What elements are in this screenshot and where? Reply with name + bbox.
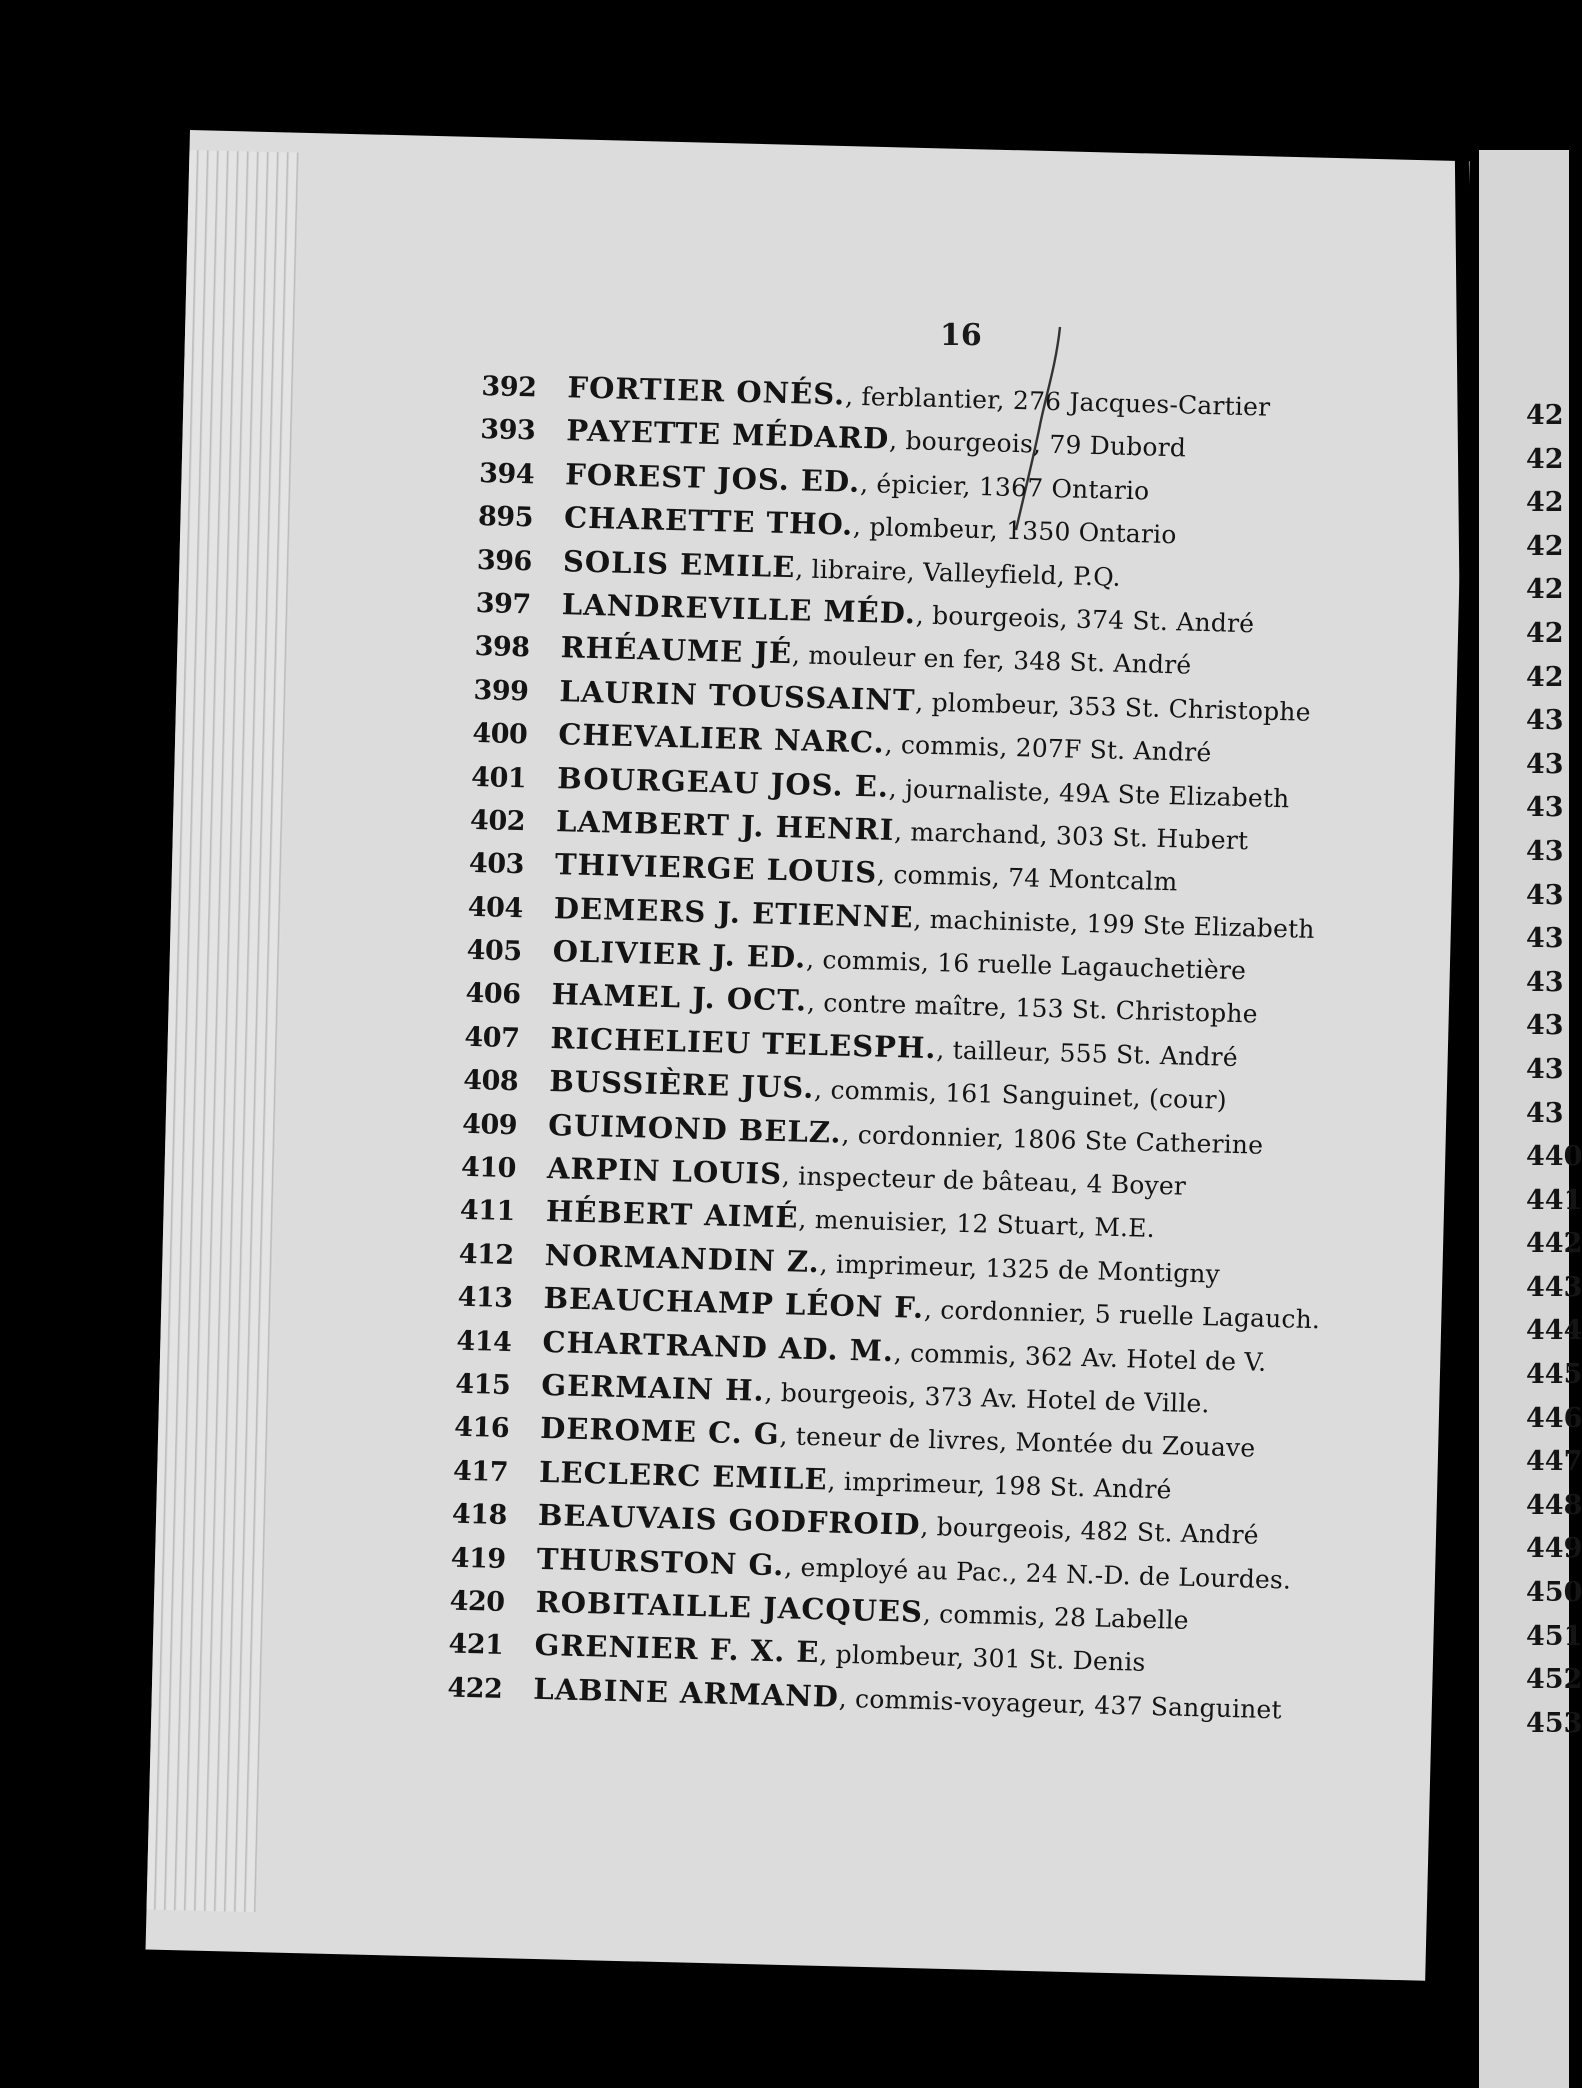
entry-number: 418 xyxy=(451,1498,508,1532)
entry-name: PAYETTE MÉDARD xyxy=(565,413,890,457)
entry-name: THURSTON G. xyxy=(536,1541,785,1582)
entry-occupation-address: , machiniste, 199 Ste Elizabeth xyxy=(913,904,1316,944)
entry-number: 400 xyxy=(472,718,528,751)
entry-name: GRENIER F. X. E xyxy=(534,1628,820,1670)
right-page-number: 43 xyxy=(1526,923,1564,955)
entry-occupation-address: , bourgeois, 79 Dubord xyxy=(888,426,1187,463)
entry-number: 398 xyxy=(474,631,530,664)
entry-occupation-address: , bourgeois, 482 St. André xyxy=(920,1512,1260,1550)
entry-number: 392 xyxy=(481,370,537,404)
entry-occupation-address: , bourgeois, 374 St. André xyxy=(915,600,1255,639)
right-page-number: 42 xyxy=(1526,574,1564,606)
right-page-number: 43 xyxy=(1526,748,1564,780)
right-page-numbers xyxy=(1526,400,1582,1751)
entry-name: CHARTRAND AD. M. xyxy=(542,1324,895,1368)
entry-name: HÉBERT AIMÉ xyxy=(545,1194,799,1235)
right-page-number: 42 xyxy=(1526,530,1564,562)
entry-name: FORTIER ONÉS. xyxy=(567,370,846,412)
entry-name: LANDREVILLE MÉD. xyxy=(561,587,917,631)
right-page-number: 453 xyxy=(1526,1707,1582,1739)
entry-name: SOLIS EMILE xyxy=(562,543,796,584)
right-page-number: 449 xyxy=(1526,1533,1582,1565)
right-page-number: 448 xyxy=(1526,1489,1582,1521)
entry-number: 409 xyxy=(461,1108,518,1141)
entry-name: LECLERC EMILE xyxy=(538,1454,829,1497)
entry-occupation-address: , commis, 74 Montcalm xyxy=(876,859,1178,897)
entry-name: GUIMOND BELZ. xyxy=(547,1107,843,1150)
entry-number: 411 xyxy=(459,1195,516,1228)
right-page-number: 43 xyxy=(1526,792,1564,824)
entry-occupation-address: , commis-voyageur, 437 Sanguinet xyxy=(838,1683,1283,1725)
entry-name: BUSSIÈRE JUS. xyxy=(548,1064,815,1106)
right-page-number: 443 xyxy=(1526,1271,1582,1303)
entry-number: 422 xyxy=(447,1672,503,1705)
right-page-number: 447 xyxy=(1526,1446,1582,1478)
entry-number: 405 xyxy=(466,934,523,968)
right-page-number: 43 xyxy=(1526,879,1564,911)
entry-occupation-address: , commis, 28 Labelle xyxy=(922,1598,1190,1635)
right-page-number: 43 xyxy=(1526,1097,1564,1129)
right-page-number: 43 xyxy=(1526,966,1564,998)
entry-occupation-address: , mouleur en fer, 348 St. André xyxy=(791,640,1192,681)
entry-number: 417 xyxy=(452,1455,509,1488)
entry-occupation-address: , teneur de livres, Montée du Zouave xyxy=(779,1421,1256,1463)
right-page-number: 441 xyxy=(1526,1184,1582,1216)
entry-occupation-address: , commis, 16 ruelle Lagauchetière xyxy=(805,944,1247,986)
entry-number: 895 xyxy=(477,501,534,534)
entry-name: ARPIN LOUIS xyxy=(546,1151,783,1192)
right-page-number: 451 xyxy=(1526,1620,1582,1652)
entry-number: 407 xyxy=(464,1021,520,1055)
right-page-number: 42 xyxy=(1526,400,1564,431)
right-page-number: 43 xyxy=(1526,705,1564,737)
entry-name: BEAUVAIS GODFROID xyxy=(537,1498,921,1543)
entry-number: 406 xyxy=(465,978,521,1011)
right-page-number: 445 xyxy=(1526,1359,1582,1391)
entry-number: 415 xyxy=(454,1368,511,1402)
right-page-number: 42 xyxy=(1526,617,1564,649)
entry-number: 410 xyxy=(460,1151,517,1185)
right-page-number: 43 xyxy=(1526,1010,1564,1042)
entry-occupation-address: , plombeur, 1350 Ontario xyxy=(852,511,1177,550)
entry-occupation-address: , ferblantier, 276 Jacques-Cartier xyxy=(844,381,1271,422)
entry-occupation-address: , plombeur, 353 St. Christophe xyxy=(915,687,1312,727)
right-page-number: 452 xyxy=(1526,1664,1582,1696)
entry-name: GERMAIN H. xyxy=(540,1367,766,1408)
entry-number: 394 xyxy=(478,457,535,491)
entry-occupation-address: , journaliste, 49A Ste Elizabeth xyxy=(888,773,1290,813)
entry-occupation-address: , bourgeois, 373 Av. Hotel de Ville. xyxy=(764,1377,1211,1419)
entry-name: HAMEL J. OCT. xyxy=(551,977,808,1019)
right-page-number: 442 xyxy=(1526,1228,1582,1260)
entry-number: 403 xyxy=(468,848,525,881)
right-page-number: 42 xyxy=(1526,661,1564,693)
entry-occupation-address: , commis, 207F St. André xyxy=(884,729,1212,768)
entry-occupation-address: , libraire, Valleyfield, P.Q. xyxy=(794,553,1122,592)
entry-number: 393 xyxy=(479,414,536,447)
entry-number: 402 xyxy=(469,804,526,838)
entry-occupation-address: , imprimeur, 198 St. André xyxy=(827,1466,1172,1505)
entry-occupation-address: , cordonnier, 1806 Ste Catherine xyxy=(841,1119,1264,1160)
entry-number: 401 xyxy=(470,761,527,794)
right-page-number: 43 xyxy=(1526,1053,1564,1085)
entry-name: LAURIN TOUSSAINT xyxy=(559,673,916,718)
entry-number: 396 xyxy=(476,544,533,577)
entry-number: 397 xyxy=(475,587,532,621)
entry-number: 412 xyxy=(458,1238,515,1271)
entry-occupation-address: , tailleur, 555 St. André xyxy=(936,1034,1239,1072)
entry-occupation-address: , inspecteur de bâteau, 4 Boyer xyxy=(781,1161,1187,1201)
entry-name: CHARETTE THO. xyxy=(563,500,854,542)
entry-name: CHEVALIER NARC. xyxy=(557,717,886,760)
directory-entries xyxy=(447,368,1442,1738)
entry-name: DEROME C. G xyxy=(539,1411,781,1452)
right-page-number: 444 xyxy=(1526,1315,1582,1347)
entry-name: DEMERS J. ETIENNE xyxy=(553,890,914,935)
entry-occupation-address: , cordonnier, 5 ruelle Lagauch. xyxy=(923,1295,1321,1335)
right-page-number: 450 xyxy=(1526,1577,1582,1609)
right-page-number: 43 xyxy=(1526,835,1564,867)
entry-name: BEAUCHAMP LÉON F. xyxy=(543,1281,925,1326)
right-page-number: 446 xyxy=(1526,1402,1582,1434)
entry-name: FOREST JOS. ED. xyxy=(564,457,861,499)
entry-occupation-address: , contre maître, 153 St. Christophe xyxy=(806,988,1259,1029)
page-edges xyxy=(147,150,300,1912)
entry-name: RICHELIEU TELESPH. xyxy=(550,1020,937,1065)
entry-name: THIVIERGE LOUIS xyxy=(554,847,878,890)
entry-number: 404 xyxy=(467,891,524,924)
entry-name: LABINE ARMAND xyxy=(533,1671,840,1714)
entry-name: NORMANDIN Z. xyxy=(544,1237,821,1279)
entry-occupation-address: , épicier, 1367 Ontario xyxy=(859,468,1150,506)
entry-occupation-address: , menuisier, 12 Stuart, M.E. xyxy=(798,1205,1156,1244)
entry-number: 421 xyxy=(448,1628,504,1662)
entry-number: 420 xyxy=(449,1585,505,1618)
entry-number: 416 xyxy=(453,1412,510,1445)
entry-name: LAMBERT J. HENRI xyxy=(555,804,895,847)
entry-occupation-address: , plombeur, 301 St. Denis xyxy=(819,1639,1146,1678)
page-number: 16 xyxy=(940,318,982,353)
right-page-number: 42 xyxy=(1526,487,1564,519)
entry-name: RHÉAUME JÉ xyxy=(560,630,793,671)
right-page-number: 42 xyxy=(1526,443,1564,475)
entry-name: ROBITAILLE JACQUES xyxy=(535,1584,924,1629)
entry-number: 413 xyxy=(457,1281,513,1315)
entry-occupation-address: , commis, 161 Sanguinet, (cour) xyxy=(813,1075,1228,1115)
entry-name: BOURGEAU JOS. E. xyxy=(556,760,890,804)
entry-occupation-address: , commis, 362 Av. Hotel de V. xyxy=(893,1337,1267,1377)
right-page-number: 440 xyxy=(1526,1141,1582,1173)
entry-number: 414 xyxy=(456,1325,512,1358)
entry-occupation-address: , imprimeur, 1325 de Montigny xyxy=(819,1248,1221,1289)
entry-number: 419 xyxy=(450,1542,507,1575)
entry-number: 399 xyxy=(473,674,529,708)
entry-occupation-address: , marchand, 303 St. Hubert xyxy=(893,816,1249,856)
entry-number: 408 xyxy=(462,1065,519,1098)
entry-name: OLIVIER J. ED. xyxy=(552,934,807,975)
entry-occupation-address: , employé au Pac., 24 N.-D. de Lourdes. xyxy=(783,1551,1292,1595)
